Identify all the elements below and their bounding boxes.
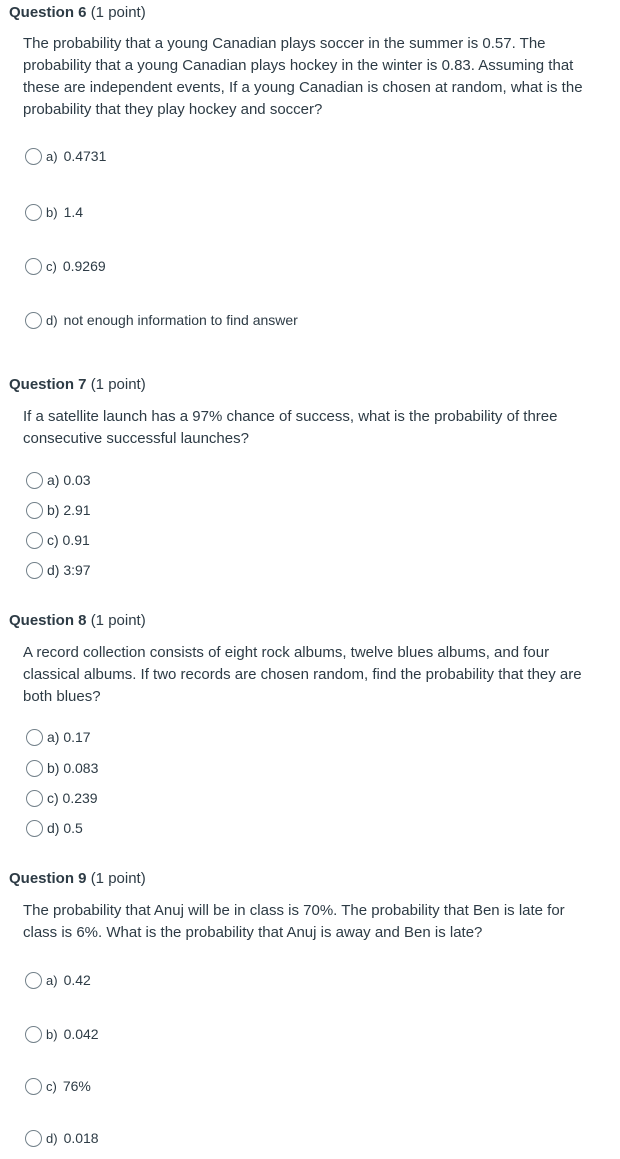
question-9-option-c[interactable] xyxy=(25,1076,91,1096)
radio-button[interactable] xyxy=(25,972,42,989)
radio-button[interactable] xyxy=(26,790,43,807)
radio-button[interactable] xyxy=(25,1130,42,1147)
question-points: (1 point) xyxy=(90,4,146,21)
option-text: 76% xyxy=(62,1077,91,1094)
option-letter: a) xyxy=(46,972,58,988)
question-points: (1 point) xyxy=(90,376,146,393)
question-title: Question 6 xyxy=(9,4,87,21)
option-label: b) 0.083 xyxy=(47,760,99,776)
question-6-option-d[interactable] xyxy=(25,310,298,330)
option-text: 0.42 xyxy=(63,971,91,988)
question-8-option-c[interactable] xyxy=(26,788,98,808)
option-text: 0.9269 xyxy=(62,257,106,274)
option-label: b) 2.91 xyxy=(47,502,91,518)
question-title: Question 9 xyxy=(9,870,87,887)
question-8-prompt: A record collection consists of eight rock albums, twelve blues albums, and four classical albums. If two records are chosen random, find the probability that they are both blues? xyxy=(23,644,582,705)
option-text: 1.4 xyxy=(63,203,84,220)
radio-button[interactable] xyxy=(25,258,42,275)
radio-button[interactable] xyxy=(25,1026,42,1043)
question-7-option-b[interactable] xyxy=(26,500,91,520)
question-6-prompt: The probability that a young Canadian plays soccer in the summer is 0.57. The probability that a young Canadian plays hockey in the winter is 0.83. Assuming that these are independent events, If a young Canadian is chosen at random, what is the probability that they play hockey and soccer? xyxy=(23,35,583,118)
question-6-option-a[interactable] xyxy=(25,146,106,166)
question-7-option-a[interactable] xyxy=(26,470,91,490)
radio-button[interactable] xyxy=(26,562,43,579)
radio-button[interactable] xyxy=(25,312,42,329)
radio-button[interactable] xyxy=(26,502,43,519)
question-7-prompt: If a satellite launch has a 97% chance of success, what is the probability of three consecutive successful launches? xyxy=(23,408,558,447)
option-text: not enough information to find answer xyxy=(63,311,298,328)
question-9-option-a[interactable] xyxy=(25,970,91,990)
radio-button[interactable] xyxy=(26,472,43,489)
radio-button[interactable] xyxy=(26,532,43,549)
question-6-option-b[interactable] xyxy=(25,202,83,222)
radio-button[interactable] xyxy=(26,760,43,777)
question-title: Question 7 xyxy=(9,376,87,393)
question-8-title xyxy=(9,611,146,631)
option-letter: a) xyxy=(46,148,58,164)
question-8-option-a[interactable] xyxy=(26,727,91,747)
option-text: 0.042 xyxy=(63,1025,99,1042)
radio-button[interactable] xyxy=(25,1078,42,1095)
option-label: a) 0.03 xyxy=(47,472,91,488)
option-label: c) 0.239 xyxy=(47,790,98,806)
question-points: (1 point) xyxy=(90,612,146,629)
question-9-option-d[interactable] xyxy=(25,1128,99,1148)
option-text: 0.4731 xyxy=(63,147,107,164)
option-letter: d) xyxy=(46,312,58,328)
question-title: Question 8 xyxy=(9,612,87,629)
question-9-title xyxy=(9,869,146,889)
question-points: (1 point) xyxy=(90,870,146,887)
question-8-option-b[interactable] xyxy=(26,758,98,778)
question-8-option-d[interactable] xyxy=(26,818,83,838)
question-7-title xyxy=(9,375,146,395)
question-9-option-b[interactable] xyxy=(25,1024,99,1044)
question-6-title xyxy=(9,3,146,23)
question-6-option-c[interactable] xyxy=(25,256,106,276)
option-letter: c) xyxy=(46,1078,57,1094)
radio-button[interactable] xyxy=(26,729,43,746)
radio-button[interactable] xyxy=(26,820,43,837)
option-letter: b) xyxy=(46,1026,58,1042)
question-7-option-d[interactable] xyxy=(26,560,91,580)
radio-button[interactable] xyxy=(25,204,42,221)
option-text: 0.018 xyxy=(63,1129,99,1146)
option-letter: d) xyxy=(46,1130,58,1146)
option-label: d) 0.5 xyxy=(47,820,83,836)
question-7-option-c[interactable] xyxy=(26,530,90,550)
option-letter: c) xyxy=(46,258,57,274)
radio-button[interactable] xyxy=(25,148,42,165)
option-letter: b) xyxy=(46,204,58,220)
option-label: c) 0.91 xyxy=(47,532,90,548)
question-9-prompt: The probability that Anuj will be in class is 70%. The probability that Ben is late for class is 6%. What is the probability that Anuj is away and Ben is late? xyxy=(23,902,565,941)
option-label: d) 3:97 xyxy=(47,562,91,578)
option-label: a) 0.17 xyxy=(47,729,91,745)
